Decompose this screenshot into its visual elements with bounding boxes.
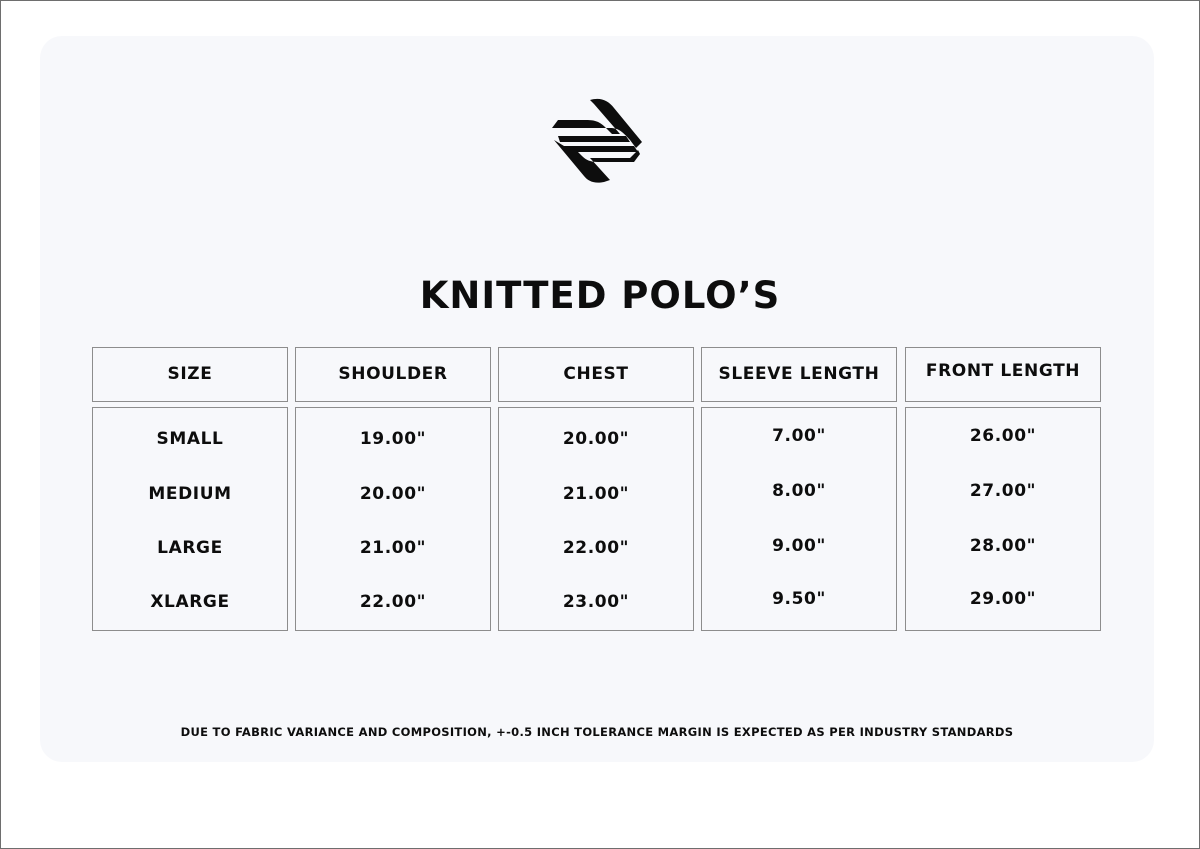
column-header-size: [92, 347, 288, 402]
table-cell-sleeve-length: 9.50": [772, 589, 826, 609]
column-header-label: CHEST: [563, 364, 629, 384]
table-cell-size: XLARGE: [150, 592, 230, 612]
table-cell-shoulder: 19.00": [359, 429, 427, 449]
table-cell-front-length: 28.00": [969, 536, 1037, 556]
column-header-chest: [498, 347, 694, 402]
table-cell-front-length: 29.00": [969, 589, 1037, 609]
column-header-label: SIZE: [167, 364, 213, 384]
column-header-shoulder: [295, 347, 491, 402]
table-cell-sleeve-length: 8.00": [772, 481, 826, 501]
front-length-column: [905, 407, 1101, 631]
table-cell-size: SMALL: [156, 429, 224, 449]
table-cell-shoulder: 22.00": [359, 592, 427, 612]
column-header-sleeve-length: [701, 347, 897, 402]
sleeve-length-column: [701, 407, 897, 631]
table-cell-size: MEDIUM: [148, 484, 232, 504]
table-cell-chest: 21.00": [562, 484, 630, 504]
chest-column: [498, 407, 694, 631]
column-header-label: SLEEVE LENGTH: [718, 364, 880, 384]
shoulder-column: [295, 407, 491, 631]
table-cell-chest: 23.00": [562, 592, 630, 612]
table-cell-size: LARGE: [157, 538, 223, 558]
column-header-label: FRONT LENGTH: [925, 361, 1081, 381]
column-header-label: SHOULDER: [338, 364, 448, 384]
table-cell-shoulder: 21.00": [359, 538, 427, 558]
table-cell-front-length: 27.00": [969, 481, 1037, 501]
table-cell-sleeve-length: 7.00": [772, 426, 826, 446]
page-title: KNITTED POLO’S: [419, 274, 781, 317]
column-header-front-length: [905, 347, 1101, 402]
table-cell-shoulder: 20.00": [359, 484, 427, 504]
tolerance-footnote: DUE TO FABRIC VARIANCE AND COMPOSITION, +-0.5 INCH TOLERANCE MARGIN IS EXPECTED AS PER INDUSTRY STANDARDS: [180, 725, 1014, 739]
table-cell-chest: 20.00": [562, 429, 630, 449]
brand-logo-icon: [550, 98, 646, 184]
size-column: [92, 407, 288, 631]
table-cell-sleeve-length: 9.00": [772, 536, 826, 556]
table-cell-chest: 22.00": [562, 538, 630, 558]
table-cell-front-length: 26.00": [969, 426, 1037, 446]
